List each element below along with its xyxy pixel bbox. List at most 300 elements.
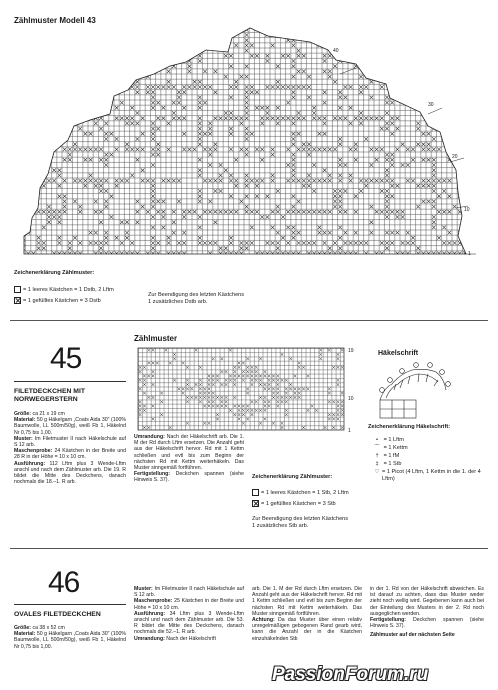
row-label-1: 1 [468,251,471,257]
filled-cell [385,44,389,48]
filled-cell [396,38,400,42]
filled-cell [359,23,363,27]
filled-cell [26,116,30,120]
note-top: Zur Beendigung des letzten Kästchens 1 zusätzliches Dstb arb. [148,292,245,305]
filled-cell [73,85,77,89]
filled-cell [411,64,415,68]
divider-2 [10,548,488,549]
haekel-item-fm: † = 1 fM [372,452,492,460]
filled-cell [130,257,134,261]
filled-cell [406,96,410,100]
filled-cell [453,85,457,89]
filled-cell [463,137,467,141]
filled-cell [68,59,72,63]
filled-cell [167,257,171,261]
filled-cell [125,85,129,89]
filled-cell [458,179,462,183]
filled-cell [442,132,446,136]
filled-cell [406,54,410,58]
filled-cell [437,23,441,27]
filled-cell [406,85,410,89]
filled-cell [32,179,36,183]
filled-cell [333,23,337,27]
filled-cell [234,28,238,32]
filled-cell [427,75,431,79]
pattern-number-45: 45 [50,342,82,375]
filled-cell [84,44,88,48]
filled-cell [63,257,67,261]
divider-1 [10,320,488,321]
filled-cell [177,54,181,58]
filled-cell [375,54,379,58]
filled-cell [458,148,462,152]
filled-cell [453,23,457,27]
filled-cell [172,23,176,27]
haekel-item-kettm: ⌒ = 1 Kettm [372,444,492,452]
filled-cell [344,257,348,261]
filled-cell [11,142,15,146]
filled-cell [219,23,223,27]
filled-cell [52,257,56,261]
filled-cell [11,168,15,172]
filled-cell [104,106,108,110]
filled-cell [63,28,67,32]
filled-cell [453,116,457,120]
double-crochet-icon: ‡ [375,461,379,467]
filled-cell [442,257,446,261]
filled-cell [416,257,420,261]
pattern-title-45: FILETDECKCHEN MIT NORWEGERSTERN [14,388,85,403]
legend-empty-45: = 1 leeres Kästchen = 1 Stb, 2 Lftm [252,489,349,497]
filled-cell [474,252,478,256]
filled-cell [323,38,327,42]
filled-cell [151,257,155,261]
legend-empty-top: = 1 leeres Kästchen = 1 Dstb, 2 Lftm [14,286,114,294]
filled-cell [52,54,56,58]
filled-cell [110,85,114,89]
empty-square-icon [14,286,21,293]
filled-cell [26,174,30,178]
filled-cell [442,75,446,79]
filled-cell [42,163,46,167]
filled-cell [448,257,452,261]
chain-stitch-icon: • [376,437,378,443]
chart-header-modell-43: Zählmuster Modell 43 [14,16,96,25]
filled-cell [182,257,186,261]
filled-cell [229,33,233,37]
filled-cell [427,23,431,27]
filled-cell [115,23,119,27]
filled-cell [250,23,254,27]
filled-cell [104,96,108,100]
filled-cell [468,38,472,42]
filled-cell [177,257,181,261]
filled-cell [16,116,20,120]
filled-cell [396,85,400,89]
filet-chart-modell-43 [10,22,478,262]
filled-cell [406,59,410,63]
filled-cell [422,85,426,89]
filled-cell [271,257,275,261]
filled-cell [198,28,202,32]
legend-title-top: Zeichenerklärung Zählmuster: [14,270,95,276]
filled-cell [47,54,51,58]
filled-cell [21,75,25,79]
filled-cell [463,85,467,89]
filled-cell [47,49,51,53]
filled-cell [32,23,36,27]
pattern46-column-2: Muster: Im Filetmuster II nach Häkelschule auf S 12 arb. Maschenprobe: 25 Kästchen in der Breite und Höhe = 10 x 10 cm. Ausführung: 34 Lftm plus 3 Wende-Lftm anschl und nach dem Zählmuster arb. Die 53. R bildet die Mitte des Deckchens, danach nochmals die 52.–1. R arb. Umrandung: Nach der Häkelschrift [134,586,244,642]
filled-cell [344,28,348,32]
filled-cell [11,33,15,37]
filled-cell [99,85,103,89]
filled-cell [411,85,415,89]
filled-cell [58,106,62,110]
filled-cell [458,127,462,131]
filled-cell [188,28,192,32]
filled-cell [16,257,20,261]
filled-cell [312,257,316,261]
filled-cell [240,23,244,27]
filled-cell [110,54,114,58]
filled-square-icon [14,297,21,304]
filled-cell [42,44,46,48]
filled-cell [16,23,20,27]
filled-cell [78,23,82,27]
filled-cell [42,85,46,89]
filled-cell [136,28,140,32]
filled-cell [442,54,446,58]
filled-cell [58,75,62,79]
filled-cell [11,116,15,120]
filled-cell [416,106,420,110]
filled-cell [151,44,155,48]
filled-cell [11,246,15,250]
filled-cell [21,96,25,100]
filled-cell [416,33,420,37]
filled-cell [58,38,62,42]
filled-cell [323,33,327,37]
filled-cell [73,44,77,48]
filled-cell [453,96,457,100]
divider-45 [14,381,126,382]
filled-cell [468,101,472,105]
filled-cell [396,80,400,84]
filled-cell [42,137,46,141]
filled-cell [208,23,212,27]
filled-cell [359,38,363,42]
filled-cell [58,54,62,58]
filled-cell [120,80,124,84]
filled-cell [11,80,15,84]
filled-cell [224,257,228,261]
filled-cell [115,257,119,261]
filled-cell [11,215,15,219]
filled-cell [427,54,431,58]
filled-cell [58,80,62,84]
filled-cell [364,64,368,68]
filled-cell [32,116,36,120]
filled-cell [73,49,77,53]
filled-cell [42,148,46,152]
slip-stitch-icon: ⌒ [374,445,380,451]
filled-cell [99,54,103,58]
filled-cell [354,257,358,261]
filled-cell [463,257,467,261]
filled-cell [468,168,472,172]
filled-cell [442,59,446,63]
pattern46-column-4: in der 1. Rd von der Häkelschrift abweichen. Es ist darauf zu achten, dass das Muster weder zieht noch wellig wird. Gegebenen kann auch bei der Einteilung des Musters in der 2. Rd noch ausgeglichen werden. Fertigstellung: Deckchen spannen (siehe Hinweis S. 37). Zählmuster auf der nächsten Seite [370,586,484,639]
filled-cell [172,28,176,32]
filled-cell [73,33,77,37]
filled-cell [458,38,462,42]
filled-cell [203,257,207,261]
filled-cell [26,23,30,27]
filled-cell [156,23,160,27]
filled-cell [47,101,51,105]
filled-cell [318,38,322,42]
filled-cell [26,257,30,261]
filled-cell [380,257,384,261]
filled-cell [125,54,129,58]
filled-cell [146,33,150,37]
haekel-legend-title: Zeichenerklärung Häkelschrift: [368,424,451,430]
filled-cell [11,153,15,157]
filled-cell [302,23,306,27]
filled-cell [224,23,228,27]
filled-cell [47,85,51,89]
filled-cell [99,96,103,100]
filled-cell [432,75,436,79]
filled-cell [115,38,119,42]
filled-cell [42,54,46,58]
filled-cell [297,33,301,37]
filled-cell [432,85,436,89]
filled-cell [432,23,436,27]
filled-cell [136,23,140,27]
filled-cell [370,54,374,58]
filled-cell [432,54,436,58]
pattern46-column-1: Größe: ca 38 x 52 cm Material: 50 g Häkelgarn „Coats Aida 30" (100% Baumwolle, LL 500m/50g), weiß Fb 1, Häkelnd Nr 0,75 bis 1,00. [14,625,126,650]
filled-cell [307,257,311,261]
divider-46 [14,604,126,605]
filled-cell [281,23,285,27]
filled-cell [11,122,15,126]
filled-cell [104,85,108,89]
filled-cell [442,85,446,89]
filled-cell [245,257,249,261]
filled-cell [364,23,368,27]
filled-cell [432,28,436,32]
filled-cell [422,54,426,58]
filled-cell [146,54,150,58]
filled-cell [16,179,20,183]
filled-cell [338,23,342,27]
filled-cell [11,231,15,235]
filled-cell [11,96,15,100]
pattern45-column-2: Umrandung: Nach der Häkelschrift arb. Die 1. M der Rd durch Lftm ersetzen. Die Anzahl geht aus der Häkelschrift hervor. Rd mit 1 Kettm schließen und evtl bis zum Beginn der nächsten Rd mit Kettm weiterhäkeln. Das Muster sinngemäß fortführen. Fertigstellung: Deckchen spannen (siehe Hinweis S. 37). [134,434,244,484]
filled-cell [396,54,400,58]
legend-filled-top: = 1 gefülltes Kästchen = 3 Dstb [14,297,101,305]
filled-cell [401,257,405,261]
filled-cell [219,44,223,48]
filled-cell [432,44,436,48]
filled-cell [229,257,233,261]
pattern-title-46: OVALES FILETDECKCHEN [14,611,101,618]
haekel-item-stb: ‡ = 1 Stb [372,460,492,468]
row-label-10-45: 10 [348,396,354,402]
filled-cell [468,174,472,178]
filled-cell [416,44,420,48]
filled-cell [416,75,420,79]
filled-cell [266,23,270,27]
filled-cell [63,122,67,126]
filled-cell [463,194,467,198]
filled-cell [78,106,82,110]
filled-cell [151,33,155,37]
filled-cell [11,200,15,204]
filled-cell [349,257,353,261]
filled-cell [21,85,25,89]
filled-cell [323,257,327,261]
filled-cell [286,23,290,27]
filled-cell [21,210,25,214]
filled-cell [276,257,280,261]
filled-cell [468,137,472,141]
filled-cell [84,23,88,27]
filled-cell [385,54,389,58]
filled-cell [11,85,15,89]
filled-cell [432,122,436,126]
filled-cell [32,38,36,42]
filled-cell [115,85,119,89]
filled-cell [21,148,25,152]
filled-cell [432,116,436,120]
filled-cell [99,111,103,115]
filled-cell [42,75,46,79]
filled-cell [11,163,15,167]
filled-cell [104,23,108,27]
filled-cell [255,23,259,27]
filled-cell [58,137,62,141]
filled-cell [453,257,457,261]
filled-cell [63,23,67,27]
filled-cell [58,33,62,37]
filled-cell [364,257,368,261]
filled-cell [115,54,119,58]
filled-cell [338,44,342,48]
filled-cell [432,59,436,63]
filled-cell [333,257,337,261]
filled-cell [11,70,15,74]
filled-cell [104,257,108,261]
filled-cell [68,85,72,89]
filled-cell [297,23,301,27]
filled-cell [427,33,431,37]
legend-filled-45: = 1 gefülltes Kästchen = 3 Stb [252,500,336,508]
filled-cell [104,44,108,48]
filled-cell [354,54,358,58]
filled-cell [26,70,30,74]
filled-cell [37,49,41,53]
filled-cell [11,28,15,32]
filled-cell [188,23,192,27]
filled-cell [151,49,155,53]
filled-cell [11,49,15,53]
filled-cell [58,64,62,68]
filled-cell [32,54,36,58]
filled-cell [385,28,389,32]
filled-cell [37,23,41,27]
filled-cell [16,33,20,37]
filled-square-icon [252,500,259,507]
filled-cell [42,23,46,27]
filled-cell [468,236,472,240]
filled-cell [229,23,233,27]
filled-cell [474,257,478,261]
haekel-item-lftm: • = 1 Lftm [372,436,492,444]
filled-cell [37,148,41,152]
filled-cell [110,80,114,84]
filled-cell [307,23,311,27]
filled-cell [453,54,457,58]
filled-cell [208,257,212,261]
filled-cell [120,54,124,58]
filled-cell [463,116,467,120]
filled-cell [463,54,467,58]
filled-cell [193,23,197,27]
filled-cell [328,23,332,27]
filled-cell [99,23,103,27]
filled-cell [468,122,472,126]
filled-cell [136,59,140,63]
filled-cell [468,179,472,183]
filled-cell [442,23,446,27]
filled-cell [214,28,218,32]
filled-cell [78,96,82,100]
filled-cell [52,132,56,136]
filled-cell [104,80,108,84]
filled-cell [42,106,46,110]
empty-square-icon [252,489,259,496]
filled-cell [32,28,36,32]
filled-cell [84,85,88,89]
filled-cell [177,44,181,48]
row-label-19: 19 [348,348,354,354]
filled-cell [380,23,384,27]
filled-cell [250,257,254,261]
filled-cell [68,116,72,120]
filled-cell [120,257,124,261]
filled-cell [58,59,62,63]
filled-cell [58,132,62,136]
filled-cell [84,75,88,79]
filled-cell [396,257,400,261]
filled-cell [411,54,415,58]
filled-cell [26,215,30,219]
filled-cell [193,257,197,261]
filled-cell [26,54,30,58]
filled-cell [463,153,467,157]
filled-cell [84,28,88,32]
filled-cell [78,257,82,261]
single-crochet-icon: † [375,453,379,459]
filled-cell [21,23,25,27]
filled-cell [354,23,358,27]
filled-cell [58,257,62,261]
filled-cell [396,70,400,74]
filled-cell [385,257,389,261]
